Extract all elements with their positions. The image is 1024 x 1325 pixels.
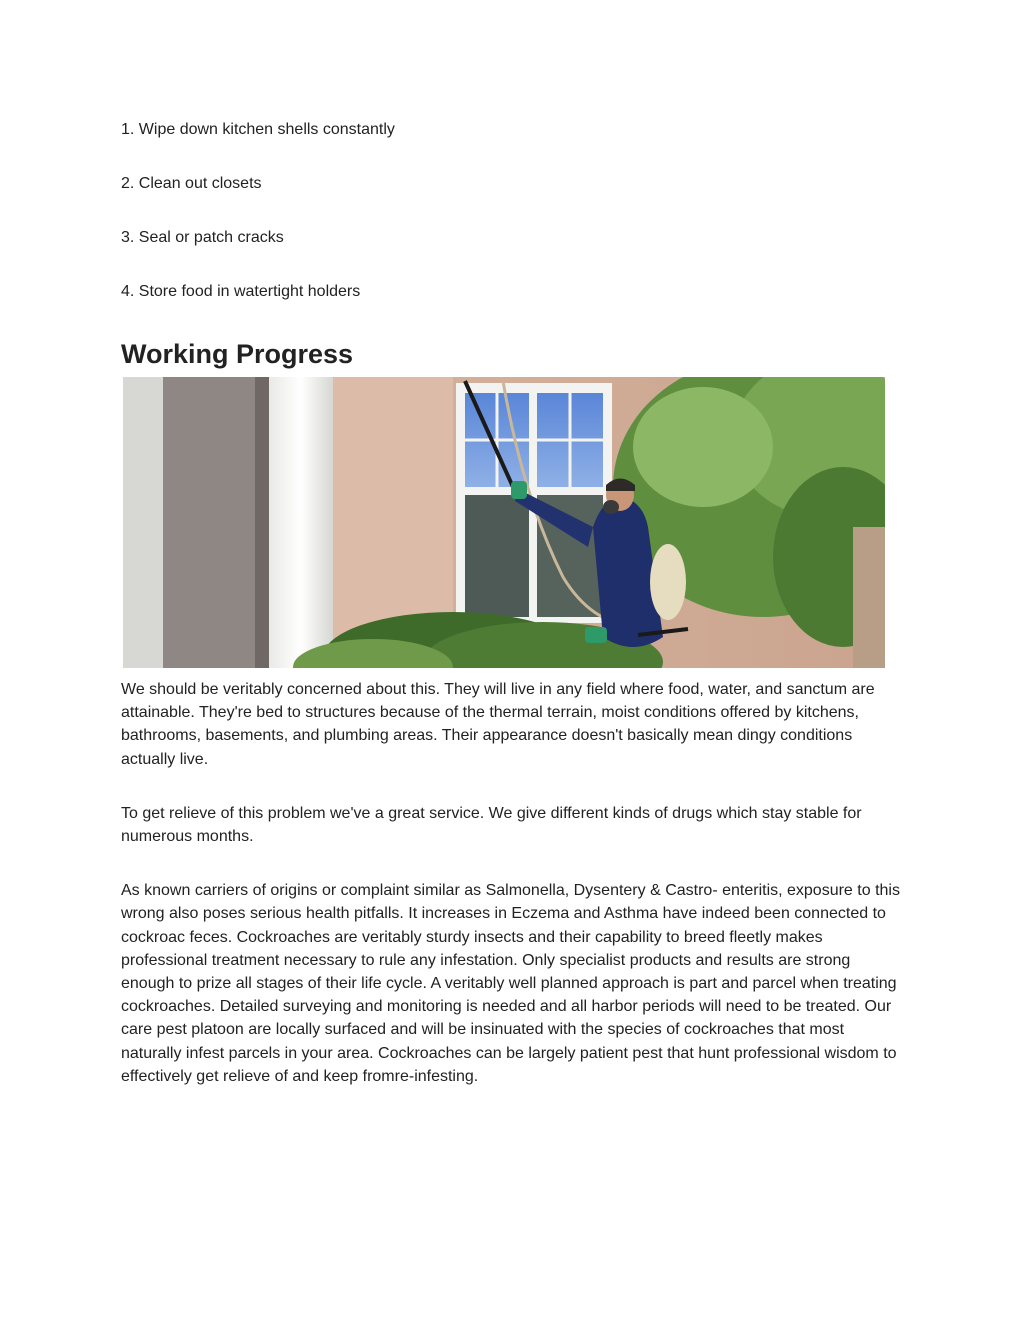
body-paragraph: As known carriers of origins or complaint similar as Salmonella, Dysentery & Castro- enteritis, exposure to this wrong also poses serious health pitfalls. It increases in Eczema and Asthma have indeed been connected to cockroac feces. Cockroaches are veritably sturdy insects and their capability to breed fleetly makes professional treatment necessary to rule any infestation. Only specialist products and results are strong enough to prize all stages of their life cycle. A veritably well planned approach is part and parcel when treating cockroaches. Detailed surveying and monitoring is needed and all harbor periods will need to be treated. Our care pest platoon are locally surfaced and will be insinuated with the species of cockroaches that most naturally infest parcels in your area. Cockroaches can be largely patient pest that hunt professional wisdom to effectively get relieve of and keep fromre-infesting.: [121, 882, 900, 1085]
document-page: [121, 118, 905, 1088]
sprayer-tank: [650, 544, 686, 620]
dark-pillar: [163, 377, 263, 668]
tip-item: 4. Store food in watertight holders: [121, 283, 361, 300]
tip-item: 3. Seal or patch cracks: [121, 229, 284, 246]
tip-item: 2. Clean out closets: [121, 175, 262, 192]
downspout: [123, 377, 163, 668]
section-heading: Working Progress: [121, 339, 354, 369]
white-column: [269, 377, 333, 668]
pest-control-photo: [123, 377, 885, 668]
tip-item: 1. Wipe down kitchen shells constantly: [121, 121, 395, 138]
body-paragraph: We should be veritably concerned about this. They will live in any field where food, water, and sanctum are attainable. They're bed to structures because of the thermal terrain, moist conditions offered by kitchens, bathrooms, basements, and plumbing areas. Their appearance doesn't basically mean dingy conditions actually live.: [121, 681, 875, 768]
body-paragraph: To get relieve of this problem we've a great service. We give different kinds of drugs which stay stable for numerous months.: [121, 804, 862, 846]
